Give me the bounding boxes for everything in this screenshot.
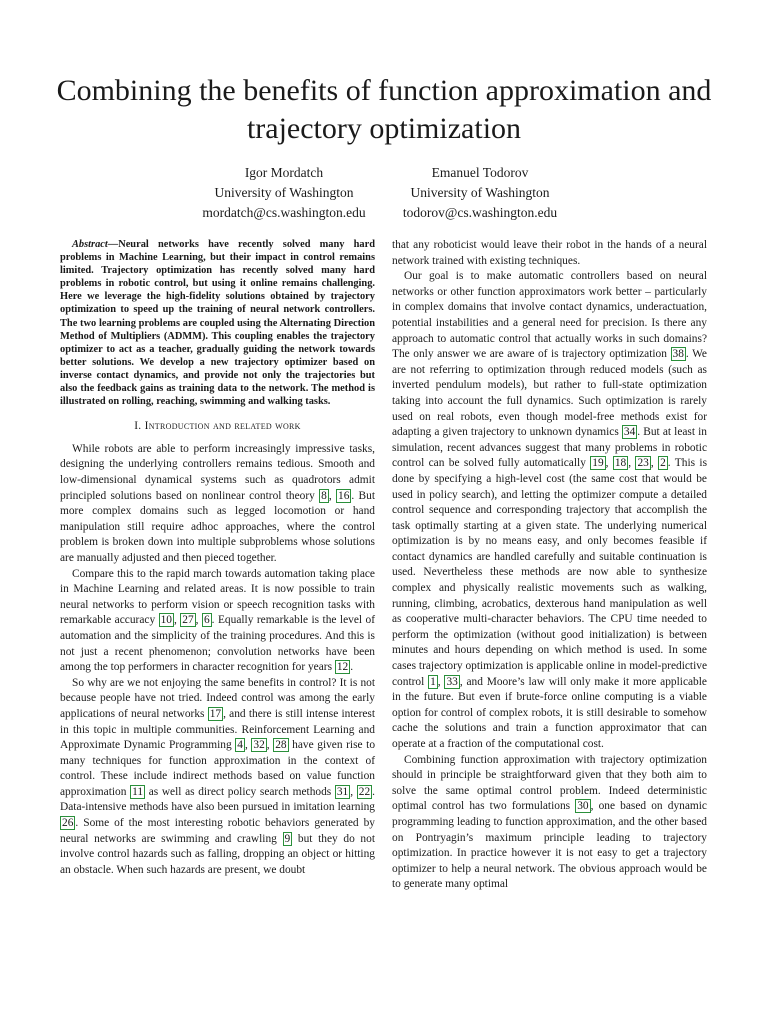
citation-link[interactable]: 33 bbox=[446, 675, 458, 688]
body-text-run: Combining function approximation with trajectory optimization should in principle be straightforward given that they both aim to solve the same optimal control problem. Indeed deterministic optimal control has two formulations bbox=[392, 753, 707, 813]
body-text-run: that any roboticist would leave their robot in the hands of a neural network trained with existing techniques. bbox=[392, 239, 707, 267]
citation-link[interactable]: 16 bbox=[338, 489, 350, 502]
body-text-run: , and Moore’s law will only make it more applicable in the future. But even if brute-force online computing is a viable option for control of complex robots, it is still desirable to somehow cache the solutions and train a function approximator that can operate at a fraction of the computational cost. bbox=[392, 675, 707, 750]
body-text-run: , bbox=[628, 457, 636, 470]
section-heading bbox=[60, 419, 375, 435]
left-body-text bbox=[60, 442, 375, 879]
citation-link[interactable]: 2 bbox=[660, 457, 666, 470]
left-column bbox=[60, 238, 375, 878]
author-block-todorov bbox=[360, 163, 600, 223]
body-paragraph bbox=[60, 442, 375, 567]
body-text-run: . But at least in simulation, recent advances suggest that many problems in robotic control can be solved fully automatically bbox=[392, 426, 707, 470]
body-text-run: So why are we not enjoying the same benefits in control? It is not because people have not tried. Indeed control was among the early applications of neural networks bbox=[60, 676, 375, 720]
body-text-run: Our goal is to make automatic controllers based on neural networks or other function approximators work better – particularly in complex domains that involve contact dynamics, underactuation, potential instabilities and a general need for precision. Is there any approach to automatic control that actually works in such domains? The only answer we are aware of is trajectory optimization bbox=[392, 270, 707, 361]
abstract-text: —Neural networks have recently solved many hard problems in Machine Learning, but their impact in control remains limited. Trajectory optimization has recently solved many hard problems in robotic control, but using it online remains challenging. Here we leverage the high-fidelity solutions obtained by trajectory optimization to speed up the training of neural network controllers. The two learning problems are coupled using the Alternating Direction Method of Multipliers (ADMM). This coupling enables the trajectory optimizer to act as a teacher, gradually guiding the network towards better solutions. We develop a new trajectory optimizer based on inverse contact dynamics, and provide not only the trajectories but also the feedback gains as training data to the network. The method is illustrated on rolling, reaching, swimming and walking tasks. bbox=[60, 239, 375, 408]
right-column bbox=[392, 238, 707, 893]
body-text-run: . But more complex domains such as legged locomotion or hand manipulation still require adhoc approaches, where the control problem is broken down into multiple subproblems whose solutions are manually adjusted and then pieced together. bbox=[60, 489, 375, 564]
body-paragraph bbox=[392, 753, 707, 893]
citation-link[interactable]: 11 bbox=[132, 785, 144, 798]
abstract-label: Abstract bbox=[72, 239, 108, 250]
citation-link[interactable]: 12 bbox=[336, 661, 349, 674]
citation-link[interactable]: 8 bbox=[321, 489, 327, 502]
body-text-run: have given rise to many techniques for function approximation in the context of control. These include indirect methods based on value function approximation bbox=[60, 739, 376, 798]
body-text-run: , bbox=[266, 739, 274, 752]
citation-link[interactable]: 22 bbox=[358, 785, 371, 798]
body-text-run: , bbox=[437, 675, 445, 688]
body-text-run: , bbox=[605, 457, 613, 470]
body-text-run: but they do not involve control hazards such as falling, dropping an object or hitting an obstacle. When such hazards are present, we doubt bbox=[60, 832, 375, 876]
body-text-run: . Data-intensive methods have also been pursued in imitation learning bbox=[60, 785, 375, 814]
author-affiliation: University of Washington bbox=[214, 185, 354, 200]
body-text-run: , bbox=[650, 457, 659, 470]
body-text-run: . This is done by specifying a high-level cost (the same cost that would be used in policy search), and letting the optimizer compute a detailed control sequence and corresponding trajectory that accomplish the task optimally starting at a given state. The underlying numerical optimization is by no means easy, and only becomes feasible if contact dynamics are handled carefully and suitable continuation is used. Nevertheless these methods are now able to synthesize complex and physically realistic movements such as walking, running, climbing, acrobatics, dexterous hand manipulation as well as cooperative multi-character behaviors. The CPU time needed to perform the optimization (without good initialization) is between minutes and hours depending on which method is used. In some cases trajectory optimization is applicable online in model-predictive control bbox=[392, 457, 707, 688]
abstract bbox=[60, 238, 375, 408]
paper-title: Combining the benefits of function approximation and trajectory optimization bbox=[56, 74, 712, 145]
body-text-run: . Equally remarkable is the level of automation and the simplicity of the training procedures. And this is not just a recent phenomenon; convolution networks have been among the top performers in character recognition for years bbox=[60, 614, 375, 674]
citation-link[interactable]: 19 bbox=[592, 457, 604, 470]
citation-link[interactable]: 17 bbox=[209, 707, 222, 720]
body-text-run: , bbox=[173, 614, 181, 627]
body-text-run: , and there is still intense interest in this topic in multiple communities. Reinforcement Learning and Approximate Dynamic Programming bbox=[60, 707, 376, 752]
citation-link[interactable]: 32 bbox=[253, 739, 265, 752]
body-text-run: , bbox=[328, 489, 336, 502]
citation-link[interactable]: 9 bbox=[284, 832, 291, 845]
citation-link[interactable]: 34 bbox=[623, 426, 636, 439]
author-email: mordatch@cs.washington.edu bbox=[202, 205, 366, 220]
section-number: I. bbox=[134, 420, 142, 433]
citation-link[interactable]: 23 bbox=[637, 457, 649, 470]
body-text-run: , bbox=[350, 785, 357, 798]
citation-link[interactable]: 38 bbox=[672, 348, 684, 361]
citation-link[interactable]: 31 bbox=[336, 785, 349, 798]
body-text-run: , bbox=[195, 614, 202, 627]
citation-link[interactable]: 6 bbox=[203, 614, 210, 627]
citation-link[interactable]: 4 bbox=[237, 739, 243, 752]
author-email: todorov@cs.washington.edu bbox=[402, 205, 558, 220]
citation-link[interactable]: 18 bbox=[614, 457, 627, 470]
author-affiliation: University of Washington bbox=[410, 185, 550, 200]
citation-link[interactable]: 30 bbox=[577, 800, 589, 813]
section-title: Introduction and related work bbox=[144, 420, 301, 433]
body-text-run: , one based on dynamic programming leading to function approximation, and the other based on Pontryagin’s maximum principle leading to trajectory optimization. In practice however it is not easy to get a trajectory optimizer to help a neural network. The obvious approach would be to generate many optimal bbox=[392, 800, 707, 891]
body-paragraph bbox=[392, 238, 707, 269]
body-text-run: . We are not referring to optimization through reduced models (such as inverted pendulum models), but rather to full-state optimization taking into account the full dynamics. Such optimization is rarely used on real robots, even though model-free methods exist for adapting a given trajectory to unknown dynamics bbox=[392, 348, 707, 439]
body-text-run: Compare this to the rapid march towards automation taking place in Machine Learning and related areas. It is now possible to train neural networks to perform vision or speech recognition tasks with remarkable accuracy bbox=[60, 567, 375, 627]
body-text-run: While robots are able to perform increasingly impressive tasks, designing the underlying controllers remains tedious. Smooth and low-dimensional dynamical systems such as quadrotors admit principled solutions based on nonlinear control theory bbox=[60, 442, 375, 502]
right-body-text bbox=[392, 238, 707, 893]
citation-link[interactable]: 1 bbox=[430, 675, 436, 688]
body-text-run: , bbox=[244, 739, 252, 752]
author-name: Emanuel Todorov bbox=[431, 165, 529, 180]
body-text-run: . bbox=[350, 661, 354, 674]
citation-link[interactable]: 27 bbox=[182, 614, 194, 627]
citation-link[interactable]: 10 bbox=[160, 614, 172, 627]
citation-link[interactable]: 28 bbox=[275, 739, 287, 752]
citation-link[interactable]: 26 bbox=[62, 817, 74, 830]
body-text-run: . Some of the most interesting robotic behaviors generated by neural networks are swimming and crawling bbox=[60, 817, 375, 845]
body-text-run: as well as direct policy search methods bbox=[145, 785, 335, 798]
body-paragraph bbox=[60, 676, 375, 879]
author-name: Igor Mordatch bbox=[244, 165, 324, 180]
body-paragraph bbox=[60, 567, 375, 676]
body-paragraph bbox=[392, 269, 707, 752]
